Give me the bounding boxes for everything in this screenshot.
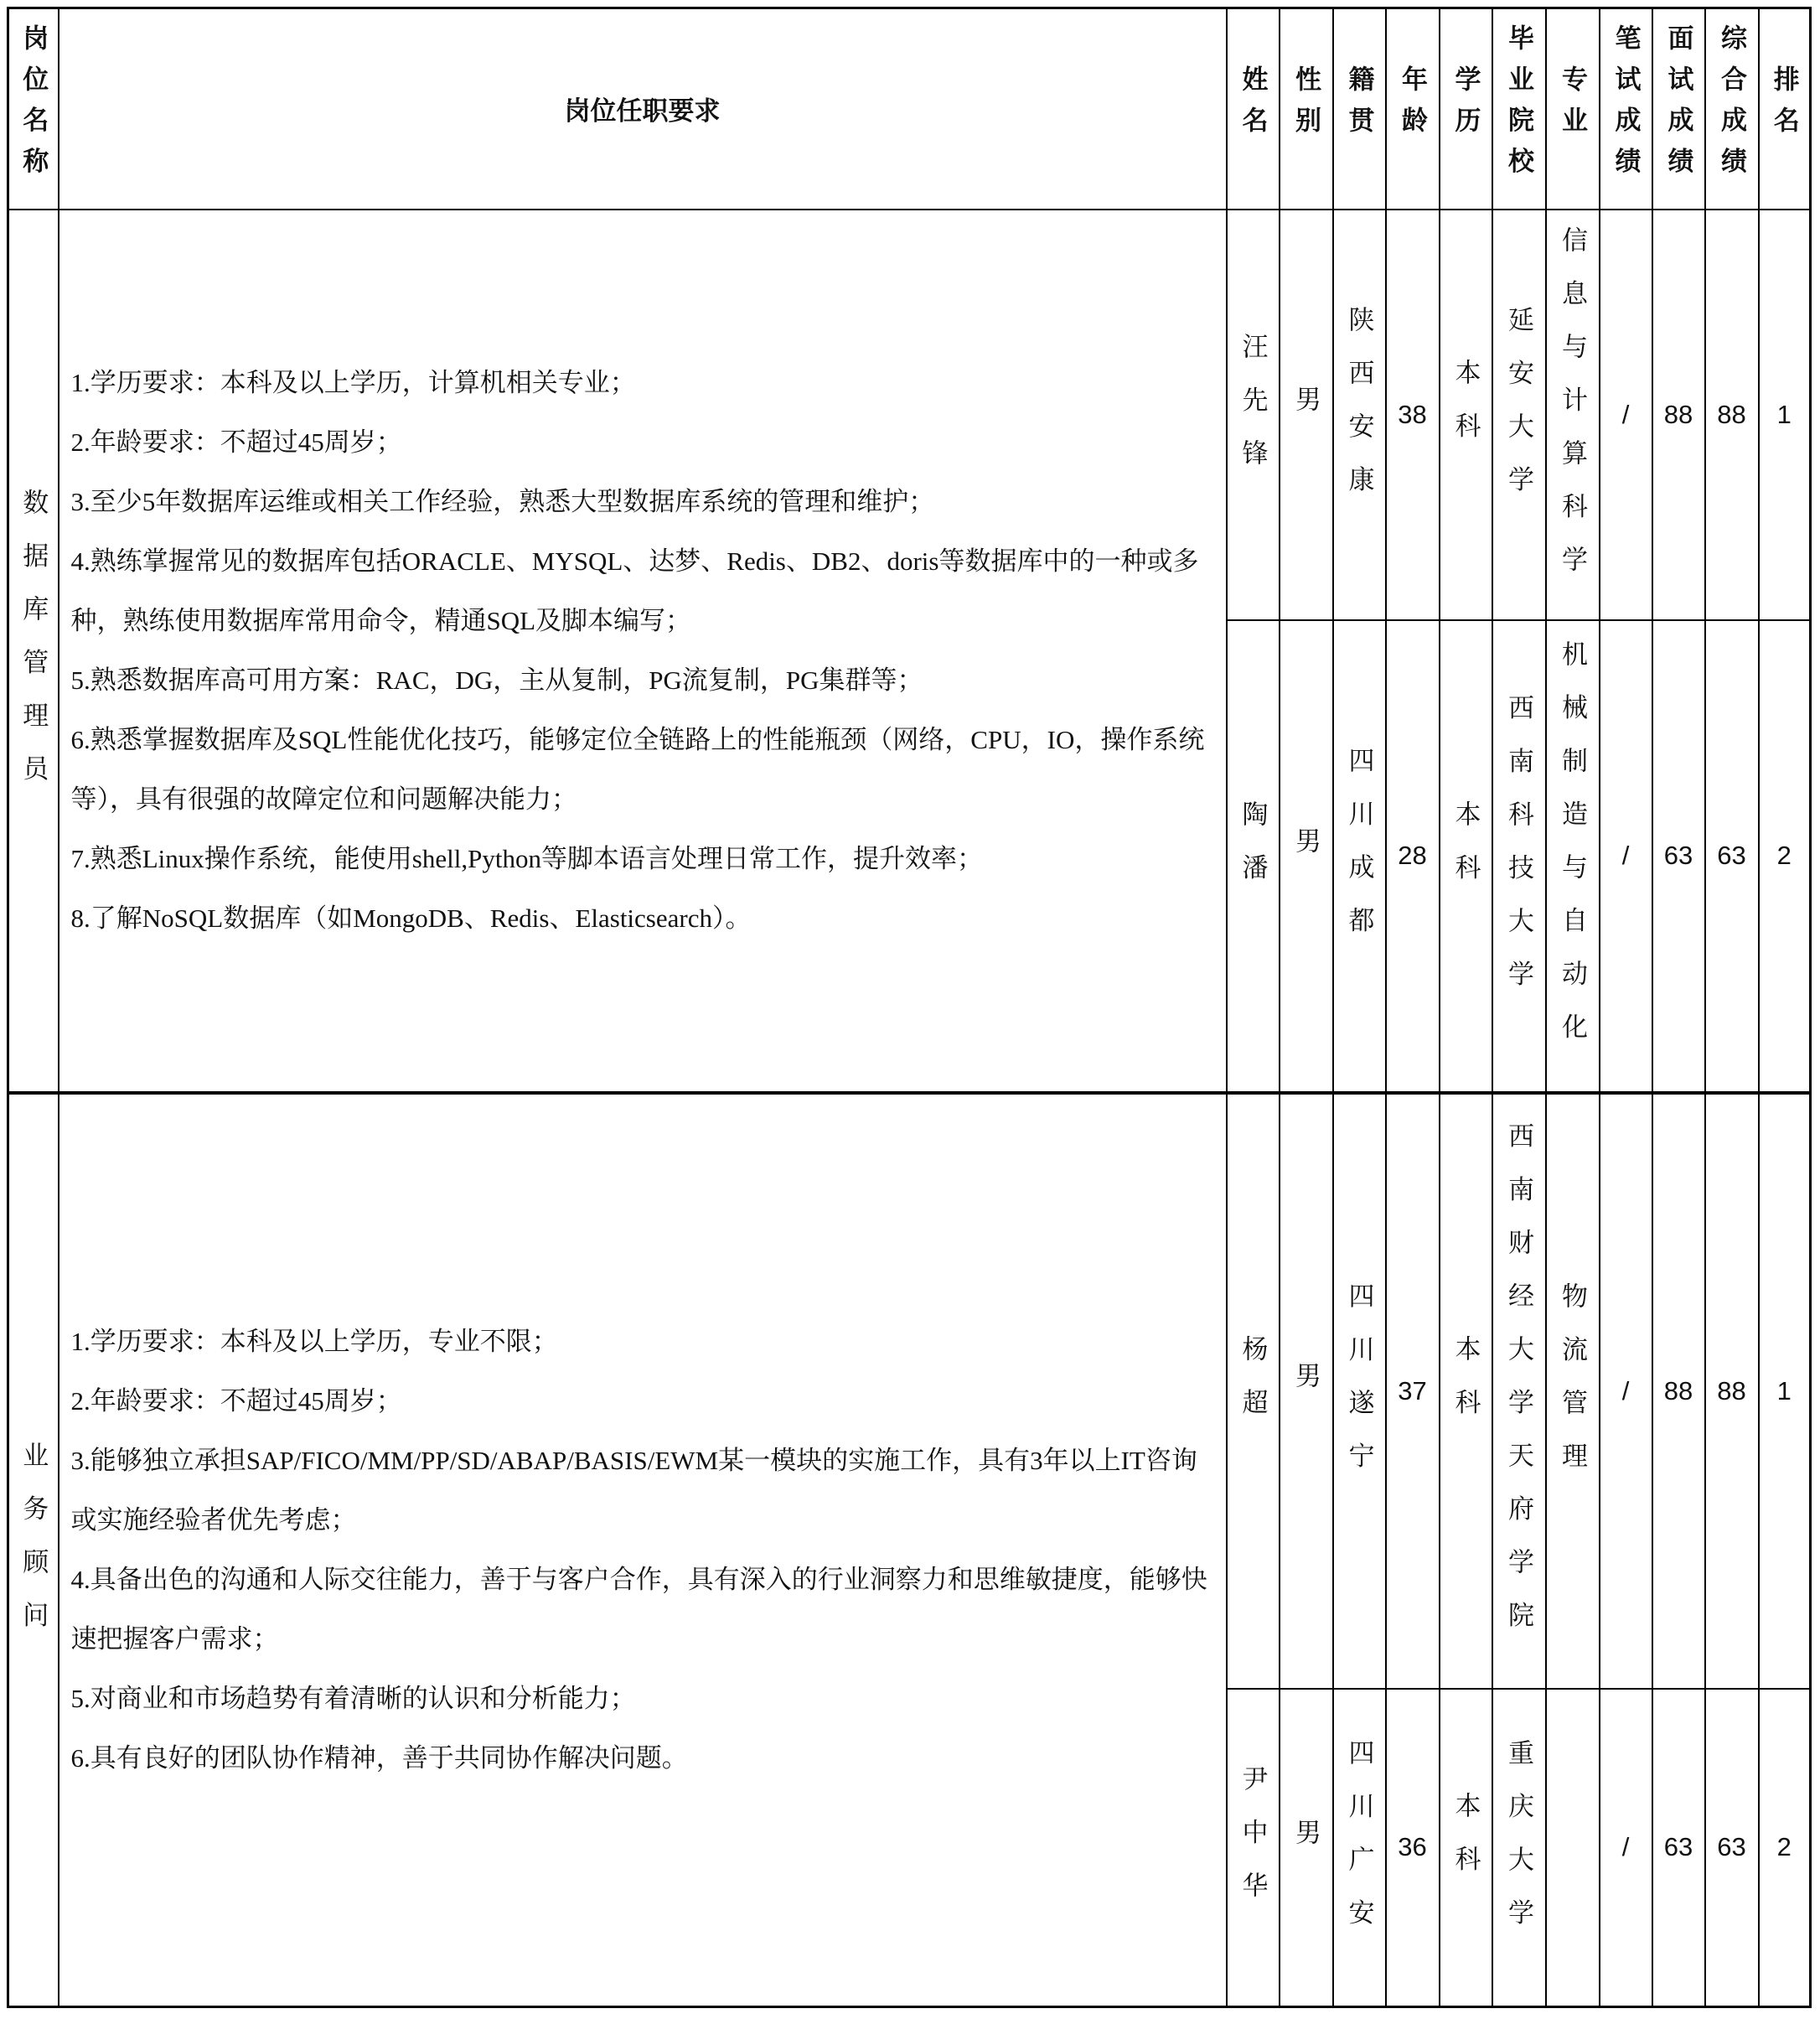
candidate-name: 尹中华 — [1238, 1765, 1268, 1926]
cell-education — [1440, 620, 1492, 1093]
recruitment-result-table — [7, 7, 1812, 2008]
candidate-major: 信息与计算科学 — [1558, 225, 1587, 599]
cell-graduate-school — [1492, 1093, 1546, 1689]
candidate-name: 汪先锋 — [1238, 332, 1268, 493]
cell-overall-score — [1705, 210, 1759, 620]
header-rank-label: 排名 — [1769, 65, 1799, 148]
candidate-graduate-school: 西南财经大学天府学院 — [1504, 1122, 1533, 1655]
header-gender-label: 性别 — [1291, 65, 1321, 148]
requirement-item: 3.至少5年数据库运维或相关工作经验，熟悉大型数据库系统的管理和维护； — [70, 487, 935, 516]
candidate-graduate-school: 延安大学 — [1504, 305, 1533, 520]
candidate-overall-score: 63 — [1717, 1832, 1746, 1862]
cell-rank — [1759, 1689, 1811, 2007]
cell-age — [1386, 1689, 1440, 2007]
header-rank — [1759, 8, 1811, 210]
cell-major — [1546, 620, 1600, 1093]
cell-major — [1546, 210, 1600, 620]
cell-gender — [1280, 620, 1333, 1093]
header-interview-score-label: 面试成绩 — [1663, 24, 1693, 189]
candidate-major: 物流管理 — [1558, 1281, 1587, 1496]
header-requirements — [59, 8, 1227, 210]
candidate-rank: 1 — [1776, 399, 1792, 429]
position-name-consultant: 业务顾问 — [18, 1441, 49, 1654]
candidate-interview-score: 88 — [1663, 1375, 1693, 1406]
requirement-item: 1.学历要求：本科及以上学历，专业不限； — [70, 1327, 558, 1357]
candidate-rank: 1 — [1776, 1375, 1792, 1406]
cell-requirements-dba — [59, 210, 1227, 1093]
cell-education — [1440, 1689, 1492, 2007]
cell-requirements-consultant — [59, 1093, 1227, 2007]
position-name-dba: 数据库管理员 — [18, 488, 49, 809]
candidate-overall-score: 88 — [1717, 399, 1746, 429]
candidate-native-place: 陕西安康 — [1344, 305, 1374, 520]
header-position-name — [8, 8, 59, 210]
requirement-item: 8.了解NoSQL数据库（如MongoDB、Redis、Elasticsearch）。 — [70, 903, 752, 933]
candidate-age: 36 — [1398, 1832, 1427, 1862]
cell-age — [1386, 210, 1440, 620]
candidate-native-place: 四川广安 — [1344, 1738, 1374, 1952]
cell-written-score — [1600, 620, 1652, 1093]
requirement-item: 6.具有良好的团队协作精神，善于共同协作解决问题。 — [70, 1743, 688, 1773]
requirement-item: 1.学历要求：本科及以上学历，计算机相关专业； — [70, 368, 636, 397]
cell-education — [1440, 210, 1492, 620]
candidate-interview-score: 63 — [1663, 841, 1693, 870]
requirement-item: 5.对商业和市场趋势有着清晰的认识和分析能力； — [70, 1684, 636, 1714]
cell-name — [1227, 1689, 1280, 2007]
candidate-education: 本科 — [1450, 1792, 1481, 1899]
candidate-age: 38 — [1398, 399, 1427, 429]
requirement-item: 4.具备出色的沟通和人际交往能力，善于与客户合作，具有深入的行业洞察力和思维敏捷度，能够快速把握客户需求； — [70, 1565, 1207, 1654]
candidate-rank: 2 — [1776, 841, 1792, 870]
cell-major — [1546, 1093, 1600, 1689]
candidate-age: 37 — [1398, 1375, 1427, 1406]
header-interview-score — [1652, 8, 1705, 210]
cell-age — [1386, 1093, 1440, 1689]
cell-position-name-consultant — [8, 1093, 59, 2007]
candidate-row-wangxianfeng — [8, 210, 1811, 620]
header-name-label: 姓名 — [1238, 65, 1268, 148]
cell-gender — [1280, 1093, 1333, 1689]
cell-rank — [1759, 210, 1811, 620]
header-age-label: 年龄 — [1398, 65, 1427, 148]
candidate-interview-score: 63 — [1663, 1832, 1693, 1862]
cell-education — [1440, 1093, 1492, 1689]
candidate-name: 杨超 — [1238, 1335, 1268, 1442]
candidate-gender: 男 — [1291, 826, 1321, 881]
cell-overall-score — [1705, 1093, 1759, 1689]
header-row — [8, 8, 1811, 210]
cell-overall-score — [1705, 620, 1759, 1093]
cell-interview-score — [1652, 1093, 1705, 1689]
cell-written-score — [1600, 1093, 1652, 1689]
cell-rank — [1759, 620, 1811, 1093]
candidate-education: 本科 — [1450, 1335, 1481, 1442]
header-position-name-label: 岗位名称 — [18, 24, 49, 189]
cell-name — [1227, 1093, 1280, 1689]
header-written-score — [1600, 8, 1652, 210]
requirement-item: 7.熟悉Linux操作系统，能使用shell,Python等脚本语言处理日常工作，提升效率； — [70, 844, 983, 873]
header-name — [1227, 8, 1280, 210]
requirement-item: 2.年龄要求：不超过45周岁； — [70, 427, 402, 457]
candidate-row-yangchao — [8, 1093, 1811, 1689]
requirement-item: 4.熟练掌握常见的数据库包括ORACLE、MYSQL、达梦、Redis、DB2、doris等数据库中的一种或多种，熟练使用数据库常用命令，精通SQL及脚本编写； — [70, 546, 1199, 635]
candidate-graduate-school: 西南科技大学 — [1504, 693, 1533, 1014]
cell-gender — [1280, 210, 1333, 620]
requirement-item: 3.能够独立承担SAP/FICO/MM/PP/SD/ABAP/BASIS/EWM某一模块的实施工作，具有3年以上IT咨询或实施经验者优先考虑； — [70, 1446, 1197, 1535]
cell-written-score — [1600, 210, 1652, 620]
cell-rank — [1759, 1093, 1811, 1689]
cell-name — [1227, 620, 1280, 1093]
cell-interview-score — [1652, 210, 1705, 620]
candidate-gender: 男 — [1291, 386, 1321, 439]
candidate-name: 陶潘 — [1238, 800, 1268, 908]
candidate-interview-score: 88 — [1663, 399, 1693, 429]
candidate-written-score: / — [1621, 1832, 1630, 1862]
candidate-native-place: 四川成都 — [1344, 747, 1374, 960]
header-overall-score-label: 综合成绩 — [1717, 24, 1746, 189]
header-native-place-label: 籍贯 — [1344, 65, 1374, 148]
header-native-place — [1333, 8, 1386, 210]
cell-gender — [1280, 1689, 1333, 2007]
candidate-written-score: / — [1621, 1375, 1630, 1406]
cell-native-place — [1333, 620, 1386, 1093]
candidate-graduate-school: 重庆大学 — [1504, 1738, 1533, 1952]
cell-native-place — [1333, 1093, 1386, 1689]
header-written-score-label: 笔试成绩 — [1611, 24, 1641, 189]
header-gender — [1280, 8, 1333, 210]
cell-written-score — [1600, 1689, 1652, 2007]
cell-native-place — [1333, 210, 1386, 620]
candidate-written-score: / — [1621, 841, 1630, 870]
cell-overall-score — [1705, 1689, 1759, 2007]
cell-graduate-school — [1492, 1689, 1546, 2007]
header-overall-score — [1705, 8, 1759, 210]
header-age — [1386, 8, 1440, 210]
candidate-age: 28 — [1398, 841, 1427, 870]
cell-name — [1227, 210, 1280, 620]
cell-major — [1546, 1689, 1600, 2007]
cell-position-name-dba — [8, 210, 59, 1093]
cell-interview-score — [1652, 620, 1705, 1093]
cell-age — [1386, 620, 1440, 1093]
header-requirements-label: 岗位任职要求 — [564, 96, 721, 127]
candidate-native-place: 四川遂宁 — [1344, 1281, 1374, 1496]
candidate-education: 本科 — [1450, 359, 1481, 466]
requirement-item: 5.熟悉数据库高可用方案：RAC，DG，主从复制，PG流复制，PG集群等； — [70, 665, 923, 695]
candidate-gender: 男 — [1291, 1818, 1321, 1872]
requirement-item: 2.年龄要求：不超过45周岁； — [70, 1386, 402, 1416]
candidate-gender: 男 — [1291, 1362, 1321, 1416]
candidate-overall-score: 88 — [1717, 1375, 1746, 1406]
candidate-major: 机械制造与自动化 — [1558, 640, 1587, 1067]
header-graduate-school-label: 毕业院校 — [1504, 24, 1533, 189]
header-major — [1546, 8, 1600, 210]
requirement-item: 6.熟悉掌握数据库及SQL性能优化技巧，能够定位全链路上的性能瓶颈（网络，CPU，IO，操作系统等），具有很强的故障定位和问题解决能力； — [70, 725, 1205, 814]
cell-graduate-school — [1492, 620, 1546, 1093]
header-education — [1440, 8, 1492, 210]
cell-interview-score — [1652, 1689, 1705, 2007]
header-education-label: 学历 — [1450, 65, 1481, 148]
cell-native-place — [1333, 1689, 1386, 2007]
candidate-written-score: / — [1621, 399, 1630, 429]
candidate-education: 本科 — [1450, 800, 1481, 908]
cell-graduate-school — [1492, 210, 1546, 620]
candidate-overall-score: 63 — [1717, 841, 1746, 870]
candidate-rank: 2 — [1776, 1832, 1792, 1862]
header-graduate-school — [1492, 8, 1546, 210]
header-major-label: 专业 — [1558, 65, 1587, 148]
